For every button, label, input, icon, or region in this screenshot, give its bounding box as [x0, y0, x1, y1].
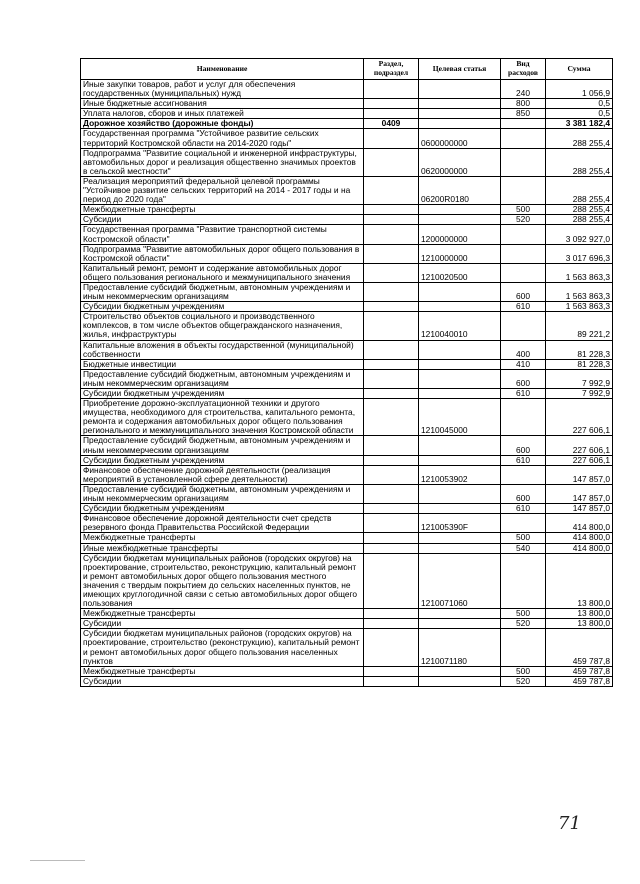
- cell-target: [419, 359, 501, 369]
- cell-sum: 89 221,2: [546, 312, 613, 340]
- table-row: [81, 80, 613, 99]
- cell-name: Реализация мероприятий федеральной целевой программы "Устойчивое развитие сельских территорий на 2014 - 2017 годы и на период до 2020 года": [81, 176, 364, 204]
- footer-mark: [30, 860, 85, 861]
- cell-name: Бюджетные инвестиции: [81, 359, 364, 369]
- header-type: Вид расходов: [501, 59, 546, 80]
- table-row: [81, 436, 613, 455]
- cell-target: [419, 609, 501, 619]
- cell-target: [419, 436, 501, 455]
- table-body: [81, 80, 613, 687]
- cell-section: [364, 244, 419, 263]
- cell-target: 0620000000: [419, 148, 501, 176]
- table-row: [81, 148, 613, 176]
- table-row: [81, 369, 613, 388]
- cell-type: [501, 129, 546, 148]
- cell-sum: 459 787,8: [546, 666, 613, 676]
- cell-section: [364, 80, 419, 99]
- table-row: [81, 244, 613, 263]
- cell-section: [364, 465, 419, 484]
- cell-target: 1210040010: [419, 312, 501, 340]
- header-target: Целевая статья: [419, 59, 501, 80]
- cell-sum: 288 255,4: [546, 205, 613, 215]
- cell-target: [419, 455, 501, 465]
- cell-target: [419, 619, 501, 629]
- cell-type: [501, 148, 546, 176]
- cell-target: [419, 282, 501, 301]
- cell-sum: 288 255,4: [546, 129, 613, 148]
- cell-section: [364, 609, 419, 619]
- cell-sum: 3 092 927,0: [546, 225, 613, 244]
- cell-section: [364, 619, 419, 629]
- cell-sum: 147 857,0: [546, 484, 613, 503]
- cell-section: [364, 553, 419, 609]
- cell-sum: 288 255,4: [546, 148, 613, 176]
- cell-type: 610: [501, 302, 546, 312]
- cell-name: Межбюджетные трансферты: [81, 533, 364, 543]
- cell-target: 1210045000: [419, 399, 501, 436]
- cell-type: [501, 263, 546, 282]
- cell-target: [419, 119, 501, 129]
- table-row: [81, 282, 613, 301]
- cell-type: [501, 176, 546, 204]
- table-row: [81, 676, 613, 686]
- table-row: [81, 514, 613, 533]
- cell-target: [419, 533, 501, 543]
- cell-sum: 13 800,0: [546, 553, 613, 609]
- cell-sum: 288 255,4: [546, 215, 613, 225]
- cell-name: Капитальный ремонт, ремонт и содержание автомобильных дорог общего пользования регионального и межмуниципального значения: [81, 263, 364, 282]
- cell-sum: 13 800,0: [546, 609, 613, 619]
- cell-target: [419, 80, 501, 99]
- cell-name: Капитальные вложения в объекты государственной (муниципальной) собственности: [81, 340, 364, 359]
- cell-sum: 459 787,8: [546, 676, 613, 686]
- cell-type: 600: [501, 436, 546, 455]
- table-row: [81, 205, 613, 215]
- cell-section: [364, 99, 419, 109]
- cell-name: Уплата налогов, сборов и иных платежей: [81, 109, 364, 119]
- cell-sum: 81 228,3: [546, 340, 613, 359]
- budget-table: [80, 58, 613, 687]
- cell-type: [501, 244, 546, 263]
- cell-section: [364, 109, 419, 119]
- cell-sum: 7 992,9: [546, 389, 613, 399]
- cell-target: [419, 389, 501, 399]
- cell-type: 800: [501, 99, 546, 109]
- cell-sum: 0,5: [546, 99, 613, 109]
- cell-section: [364, 504, 419, 514]
- cell-type: 500: [501, 205, 546, 215]
- table-row: [81, 263, 613, 282]
- table-row: [81, 129, 613, 148]
- cell-sum: 227 606,1: [546, 455, 613, 465]
- cell-name: Субсидии бюджетным учреждениям: [81, 389, 364, 399]
- cell-type: [501, 629, 546, 666]
- table-row: [81, 312, 613, 340]
- cell-name: Подпрограмма "Развитие автомобильных дорог общего пользования в Костромской области": [81, 244, 364, 263]
- cell-type: [501, 119, 546, 129]
- cell-target: [419, 543, 501, 553]
- cell-name: Субсидии бюджетам муниципальных районов (городских округов) на проектирование, строительство, реконструкцию, капитальный ремонт и ремонт автомобильных дорог общего пользования местного значения с твердым покрытием до сельских населенных пунктов, не имеющих круглогодичной связи с сетью автомобильных дорог общего пользования: [81, 553, 364, 609]
- cell-type: 610: [501, 389, 546, 399]
- cell-type: [501, 514, 546, 533]
- cell-section: [364, 205, 419, 215]
- table-row: [81, 609, 613, 619]
- cell-target: 1210071060: [419, 553, 501, 609]
- cell-name: Предоставление субсидий бюджетным, автономным учреждениям и иным некоммерческим организациям: [81, 282, 364, 301]
- cell-section: [364, 543, 419, 553]
- cell-type: 610: [501, 455, 546, 465]
- cell-type: [501, 312, 546, 340]
- cell-sum: 3 017 696,3: [546, 244, 613, 263]
- cell-section: [364, 225, 419, 244]
- cell-target: [419, 99, 501, 109]
- cell-type: 850: [501, 109, 546, 119]
- table-row: [81, 455, 613, 465]
- cell-sum: 1 563 863,3: [546, 263, 613, 282]
- cell-type: [501, 465, 546, 484]
- cell-name: Субсидии: [81, 619, 364, 629]
- cell-type: 520: [501, 676, 546, 686]
- header-section: Раздел, подраздел: [364, 59, 419, 80]
- cell-sum: 414 800,0: [546, 514, 613, 533]
- cell-name: Иные бюджетные ассигнования: [81, 99, 364, 109]
- cell-target: [419, 666, 501, 676]
- table-header-row: [81, 59, 613, 80]
- cell-name: Межбюджетные трансферты: [81, 666, 364, 676]
- cell-sum: 7 992,9: [546, 369, 613, 388]
- cell-name: Предоставление субсидий бюджетным, автономным учреждениям и иным некоммерческим организациям: [81, 484, 364, 503]
- cell-name: Финансовое обеспечение дорожной деятельности счет средств резервного фонда Правительства Российской Федерации: [81, 514, 364, 533]
- cell-target: [419, 676, 501, 686]
- cell-type: 500: [501, 533, 546, 543]
- cell-target: 1210000000: [419, 244, 501, 263]
- cell-sum: 13 800,0: [546, 619, 613, 629]
- cell-target: [419, 302, 501, 312]
- cell-name: Государственная программа "Устойчивое развитие сельских территорий Костромской области на 2014-2020 годы": [81, 129, 364, 148]
- table-row: [81, 215, 613, 225]
- cell-name: Государственная программа "Развитие транспортной системы Костромской области": [81, 225, 364, 244]
- table-row: [81, 359, 613, 369]
- table-row: [81, 619, 613, 629]
- cell-target: [419, 340, 501, 359]
- cell-section: [364, 514, 419, 533]
- cell-type: 400: [501, 340, 546, 359]
- cell-name: Субсидии бюджетам муниципальных районов (городских округов) на проектирование, строительство (реконструкцию), капитальный ремонт и ремонт автомобильных дорог общего пользования населенных пунктов: [81, 629, 364, 666]
- cell-section: 0409: [364, 119, 419, 129]
- table-row: [81, 225, 613, 244]
- cell-name: Предоставление субсидий бюджетным, автономным учреждениям и иным некоммерческим организациям: [81, 436, 364, 455]
- cell-section: [364, 436, 419, 455]
- cell-type: [501, 553, 546, 609]
- cell-name: Иные межбюджетные трансферты: [81, 543, 364, 553]
- cell-section: [364, 176, 419, 204]
- header-sum: Сумма: [546, 59, 613, 80]
- cell-name: Подпрограмма "Развитие социальной и инженерной инфраструктуры, автомобильных дорог и реализация общественно значимых проектов в сельской местности": [81, 148, 364, 176]
- cell-type: 410: [501, 359, 546, 369]
- cell-section: [364, 629, 419, 666]
- page-number: 71: [558, 813, 581, 834]
- cell-name: Межбюджетные трансферты: [81, 205, 364, 215]
- cell-sum: 459 787,8: [546, 629, 613, 666]
- cell-section: [364, 129, 419, 148]
- cell-section: [364, 312, 419, 340]
- cell-type: 540: [501, 543, 546, 553]
- cell-section: [364, 340, 419, 359]
- table-row: [81, 176, 613, 204]
- cell-section: [364, 359, 419, 369]
- table-row: [81, 302, 613, 312]
- cell-type: 240: [501, 80, 546, 99]
- cell-target: [419, 215, 501, 225]
- cell-target: [419, 504, 501, 514]
- cell-sum: 1 563 863,3: [546, 282, 613, 301]
- cell-target: 121005390F: [419, 514, 501, 533]
- table-row: [81, 543, 613, 553]
- table-row: [81, 666, 613, 676]
- cell-section: [364, 282, 419, 301]
- cell-section: [364, 484, 419, 503]
- cell-name: Предоставление субсидий бюджетным, автономным учреждениям и иным некоммерческим организациям: [81, 369, 364, 388]
- cell-type: 500: [501, 609, 546, 619]
- cell-section: [364, 369, 419, 388]
- cell-section: [364, 389, 419, 399]
- cell-name: Субсидии: [81, 676, 364, 686]
- table-row: [81, 465, 613, 484]
- cell-name: Приобретение дорожно-эксплуатационной техники и другого имущества, необходимого для строительства, капитального ремонта, ремонта и содержания автомобильных дорог общего пользования регионального и межмуниципального значения Костромской области: [81, 399, 364, 436]
- cell-target: 1210071180: [419, 629, 501, 666]
- table-row: [81, 399, 613, 436]
- cell-section: [364, 148, 419, 176]
- header-name: Наименование: [81, 59, 364, 80]
- cell-type: [501, 399, 546, 436]
- cell-name: Иные закупки товаров, работ и услуг для обеспечения государственных (муниципальных) нужд: [81, 80, 364, 99]
- table-row: [81, 484, 613, 503]
- cell-section: [364, 215, 419, 225]
- cell-target: [419, 205, 501, 215]
- cell-target: [419, 369, 501, 388]
- cell-target: 0600000000: [419, 129, 501, 148]
- cell-target: 06200R0180: [419, 176, 501, 204]
- cell-sum: 1 563 863,3: [546, 302, 613, 312]
- cell-target: [419, 109, 501, 119]
- cell-sum: 414 800,0: [546, 533, 613, 543]
- cell-type: 500: [501, 666, 546, 676]
- cell-type: 600: [501, 282, 546, 301]
- cell-target: [419, 484, 501, 503]
- cell-target: 1200000000: [419, 225, 501, 244]
- table-row: [81, 119, 613, 129]
- cell-type: 600: [501, 369, 546, 388]
- cell-target: 1210053902: [419, 465, 501, 484]
- cell-type: 520: [501, 619, 546, 629]
- cell-name: Межбюджетные трансферты: [81, 609, 364, 619]
- cell-sum: 81 228,3: [546, 359, 613, 369]
- table-row: [81, 533, 613, 543]
- table-row: [81, 504, 613, 514]
- cell-sum: 288 255,4: [546, 176, 613, 204]
- cell-name: Субсидии бюджетным учреждениям: [81, 455, 364, 465]
- cell-sum: 3 381 182,4: [546, 119, 613, 129]
- cell-sum: 414 800,0: [546, 543, 613, 553]
- cell-sum: 227 606,1: [546, 399, 613, 436]
- cell-section: [364, 666, 419, 676]
- table-row: [81, 553, 613, 609]
- cell-section: [364, 399, 419, 436]
- table-row: [81, 99, 613, 109]
- cell-name: Субсидии бюджетным учреждениям: [81, 302, 364, 312]
- cell-sum: 1 056,9: [546, 80, 613, 99]
- cell-section: [364, 302, 419, 312]
- table-row: [81, 109, 613, 119]
- cell-sum: 0,5: [546, 109, 613, 119]
- cell-type: [501, 225, 546, 244]
- table-row: [81, 389, 613, 399]
- cell-target: 1210020500: [419, 263, 501, 282]
- cell-type: 600: [501, 484, 546, 503]
- cell-section: [364, 263, 419, 282]
- cell-type: 520: [501, 215, 546, 225]
- cell-name: Субсидии: [81, 215, 364, 225]
- cell-name: Субсидии бюджетным учреждениям: [81, 504, 364, 514]
- cell-type: 610: [501, 504, 546, 514]
- cell-name: Строительство объектов социального и производственного комплексов, в том числе объектов общегражданского назначения, жилья, инфраструктуры: [81, 312, 364, 340]
- cell-section: [364, 455, 419, 465]
- cell-name: Дорожное хозяйство (дорожные фонды): [81, 119, 364, 129]
- cell-name: Финансовое обеспечение дорожной деятельности (реализация мероприятий в установленной сфере деятельности): [81, 465, 364, 484]
- cell-section: [364, 533, 419, 543]
- cell-section: [364, 676, 419, 686]
- cell-sum: 147 857,0: [546, 504, 613, 514]
- table-row: [81, 340, 613, 359]
- table-row: [81, 629, 613, 666]
- cell-sum: 227 606,1: [546, 436, 613, 455]
- cell-sum: 147 857,0: [546, 465, 613, 484]
